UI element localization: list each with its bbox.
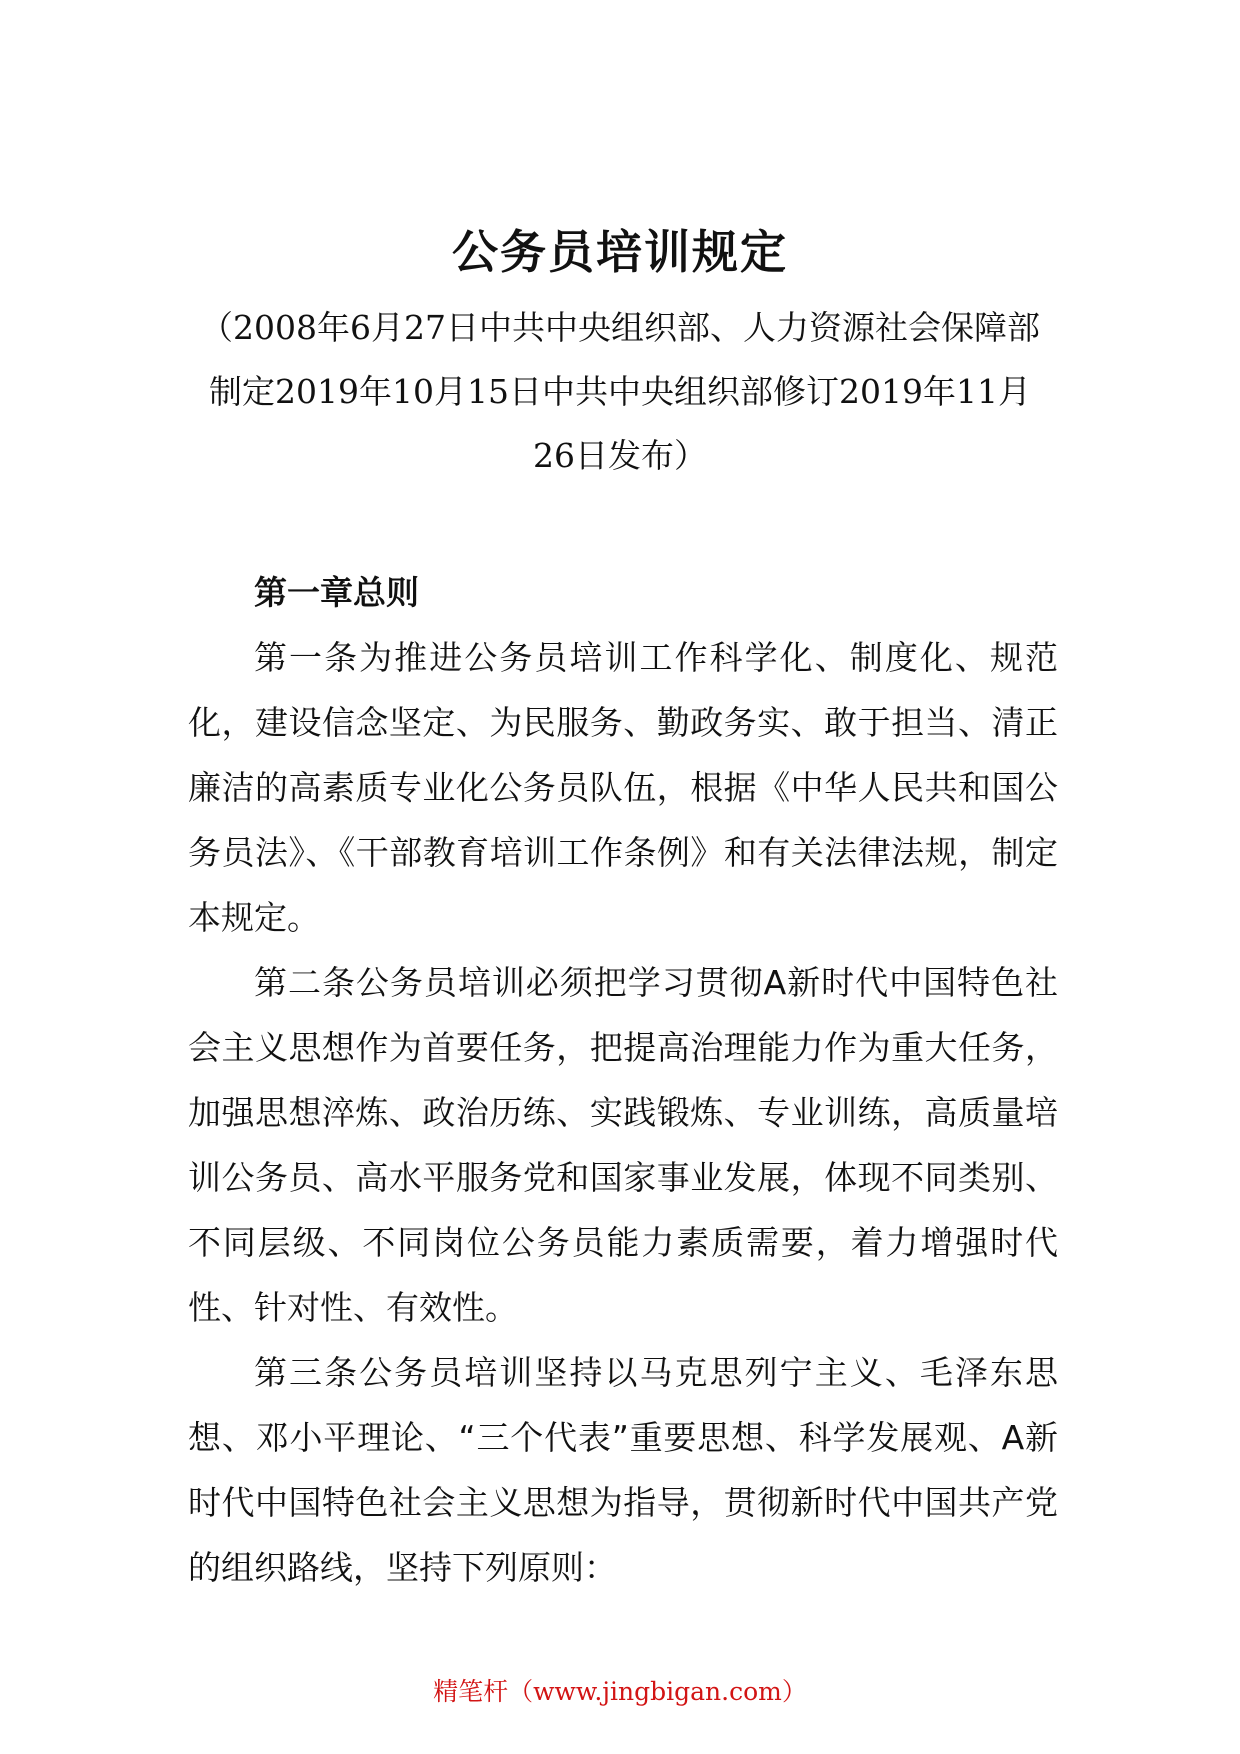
article-paragraph-1: 第一条为推进公务员培训工作科学化、制度化、规范化，建设信念坚定、为民服务、勤政务实、敢于担当、清正廉洁的高素质专业化公务员队伍，根据《中华人民共和国公务员法》、《干部教育培训工作条例》和有关法律法规，制定本规定。 (188, 638, 1058, 937)
article-paragraph-2: 第二条公务员培训必须把学习贯彻A新时代中国特色社会主义思想作为首要任务，把提高治理能力作为重大任务，加强思想淬炼、政治历练、实践锻炼、专业训练，高质量培训公务员、高水平服务党和国家事业发展，体现不同类别、不同层级、不同岗位公务员能力素质需要，着力增强时代性、针对性、有效性。 (188, 963, 1058, 1327)
document-title: 公务员培训规定 (452, 225, 788, 279)
article-paragraph-3: 第三条公务员培训坚持以马克思列宁主义、毛泽东思想、邓小平理论、“三个代表”重要思想、科学发展观、A新时代中国特色社会主义思想为指导，贯彻新时代中国共产党的组织路线，坚持下列原则： (188, 1353, 1058, 1587)
chapter-heading: 第一章总则 (254, 573, 419, 612)
document-subtitle: （2008年6月27日中共中央组织部、人力资源社会保障部制定2019年10月15日中共中央组织部修订2019年11月26日发布） (200, 308, 1040, 475)
document-body (188, 560, 1058, 1600)
footer-watermark: 精笔杆（www.jingbigan.com） (433, 1677, 807, 1706)
